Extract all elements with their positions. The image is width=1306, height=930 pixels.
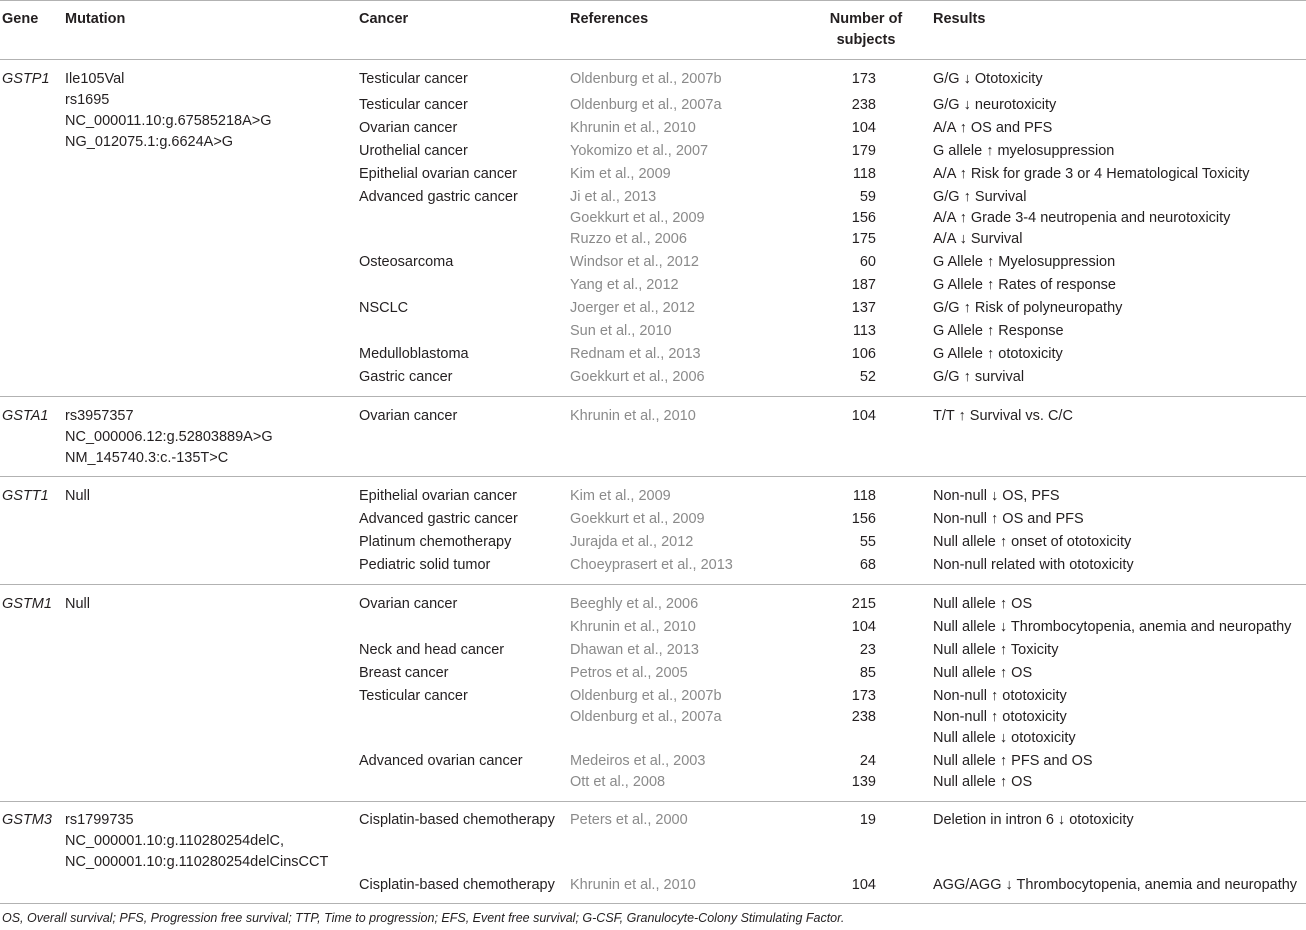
cancer-cell: Testicular cancer <box>359 688 468 704</box>
subjects-cell: 179 <box>851 143 876 159</box>
cancer-cell: Ovarian cancer <box>359 408 458 424</box>
subjects-cell: 156 <box>851 511 876 527</box>
result-cell: Non-null ↑ ototoxicity <box>933 709 1067 725</box>
cancer-cell: Advanced ovarian cancer <box>359 753 523 769</box>
header-results: Results <box>933 11 986 27</box>
reference-cell: Kim et al., 2009 <box>570 488 671 504</box>
reference-cell: Ruzzo et al., 2006 <box>570 231 687 247</box>
subjects-cell: 118 <box>852 488 876 504</box>
subjects-cell: 173 <box>851 71 876 87</box>
subjects-cell: 55 <box>859 534 876 550</box>
result-cell: Null allele ↑ OS <box>933 596 1033 612</box>
result-cell: G Allele ↑ Response <box>933 323 1064 339</box>
mutation-line: NC_000001.10:g.110280254delCinsCCT <box>65 854 329 870</box>
reference-cell: Yang et al., 2012 <box>570 277 679 293</box>
cancer-cell: Osteosarcoma <box>359 254 454 270</box>
reference-cell: Beeghly et al., 2006 <box>570 596 699 612</box>
cancer-cell: Urothelial cancer <box>359 143 468 159</box>
reference-cell: Oldenburg et al., 2007a <box>570 97 722 113</box>
cancer-cell: Advanced gastric cancer <box>359 189 518 205</box>
gene-name: GSTT1 <box>2 488 49 504</box>
reference-cell: Goekkurt et al., 2009 <box>570 210 705 226</box>
reference-cell: Ji et al., 2013 <box>570 189 657 205</box>
cancer-cell: Breast cancer <box>359 665 449 681</box>
reference-cell: Yokomizo et al., 2007 <box>570 143 709 159</box>
reference-cell: Oldenburg et al., 2007a <box>570 709 722 725</box>
cancer-cell: Testicular cancer <box>359 97 468 113</box>
subjects-cell: 52 <box>859 369 876 385</box>
result-cell: G Allele ↑ Rates of response <box>933 277 1116 293</box>
result-cell: Null allele ↑ PFS and OS <box>933 753 1093 769</box>
result-cell: Null allele ↓ Thrombocytopenia, anemia and neuropathy <box>933 619 1292 635</box>
mutation-line: rs1799735 <box>65 812 134 828</box>
result-cell: Non-null ↑ OS and PFS <box>933 511 1084 527</box>
reference-cell: Goekkurt et al., 2006 <box>570 369 705 385</box>
subjects-cell: 175 <box>851 231 876 247</box>
subjects-cell: 19 <box>859 812 876 828</box>
reference-cell: Goekkurt et al., 2009 <box>570 511 705 527</box>
subjects-cell: 187 <box>851 277 876 293</box>
mutation-line: rs3957357 <box>65 408 134 424</box>
reference-cell: Kim et al., 2009 <box>570 166 671 182</box>
result-cell: G/G ↓ Ototoxicity <box>933 71 1043 87</box>
reference-cell: Rednam et al., 2013 <box>570 346 701 362</box>
result-cell: Null allele ↑ Toxicity <box>933 642 1059 658</box>
subjects-cell: 173 <box>851 688 876 704</box>
subjects-cell: 118 <box>852 166 876 182</box>
result-cell: Deletion in intron 6 ↓ ototoxicity <box>933 812 1134 828</box>
mutation-line: Null <box>65 488 90 504</box>
group-divider <box>0 801 1306 802</box>
result-cell: A/A ↑ Grade 3-4 neutropenia and neurotoxicity <box>933 210 1231 226</box>
cancer-cell: Platinum chemotherapy <box>359 534 512 550</box>
subjects-cell: 104 <box>851 408 876 424</box>
gene-name: GSTP1 <box>2 71 50 87</box>
subjects-cell: 85 <box>859 665 876 681</box>
subjects-cell: 139 <box>851 774 876 790</box>
reference-cell: Medeiros et al., 2003 <box>570 753 706 769</box>
result-cell: Non-null ↓ OS, PFS <box>933 488 1060 504</box>
result-cell: Null allele ↑ onset of ototoxicity <box>933 534 1132 550</box>
group-divider <box>0 584 1306 585</box>
reference-cell: Peters et al., 2000 <box>570 812 688 828</box>
result-cell: G/G ↑ Survival <box>933 189 1027 205</box>
reference-cell: Windsor et al., 2012 <box>570 254 699 270</box>
header-mutation: Mutation <box>65 11 126 27</box>
cancer-cell: Cisplatin-based chemotherapy <box>359 812 555 828</box>
cancer-cell: Ovarian cancer <box>359 120 458 136</box>
reference-cell: Oldenburg et al., 2007b <box>570 688 722 704</box>
result-cell: G Allele ↑ Myelosuppression <box>933 254 1116 270</box>
cancer-cell: Advanced gastric cancer <box>359 511 518 527</box>
cancer-cell: NSCLC <box>359 300 409 316</box>
cancer-cell: Epithelial ovarian cancer <box>359 488 517 504</box>
mutation-line: NC_000011.10:g.67585218A>G <box>65 113 272 129</box>
reference-cell: Oldenburg et al., 2007b <box>570 71 722 87</box>
result-cell: G/G ↑ survival <box>933 369 1025 385</box>
result-cell: A/A ↓ Survival <box>933 231 1023 247</box>
header-references: References <box>570 11 649 27</box>
result-cell: G allele ↑ myelosuppression <box>933 143 1115 159</box>
result-cell: Null allele ↑ OS <box>933 665 1033 681</box>
reference-cell: Khrunin et al., 2010 <box>570 408 696 424</box>
subjects-cell: 104 <box>851 619 876 635</box>
header-subjects-line2: subjects <box>836 32 896 48</box>
subjects-cell: 59 <box>859 189 876 205</box>
reference-cell: Choeyprasert et al., 2013 <box>570 557 733 573</box>
group-divider <box>0 476 1306 477</box>
reference-cell: Petros et al., 2005 <box>570 665 688 681</box>
subjects-cell: 156 <box>851 210 876 226</box>
result-cell: A/A ↑ OS and PFS <box>933 120 1053 136</box>
cancer-cell: Ovarian cancer <box>359 596 458 612</box>
subjects-cell: 238 <box>851 97 876 113</box>
reference-cell: Ott et al., 2008 <box>570 774 666 790</box>
cancer-cell: Cisplatin-based chemotherapy <box>359 877 555 893</box>
gene-name: GSTM3 <box>2 812 52 828</box>
reference-cell: Jurajda et al., 2012 <box>570 534 694 550</box>
result-cell: AGG/AGG ↓ Thrombocytopenia, anemia and neuropathy <box>933 877 1298 893</box>
result-cell: Non-null ↑ ototoxicity <box>933 688 1067 704</box>
mutation-line: NC_000006.12:g.52803889A>G <box>65 429 273 445</box>
subjects-cell: 238 <box>851 709 876 725</box>
subjects-cell: 60 <box>859 254 876 270</box>
result-cell: G/G ↓ neurotoxicity <box>933 97 1057 113</box>
reference-cell: Dhawan et al., 2013 <box>570 642 699 658</box>
mutation-line: NM_145740.3:c.-135T>C <box>65 450 229 466</box>
reference-cell: Khrunin et al., 2010 <box>570 120 696 136</box>
subjects-cell: 24 <box>859 753 876 769</box>
subjects-cell: 113 <box>852 323 876 339</box>
mutation-line: Ile105Val <box>65 71 125 87</box>
result-cell: G Allele ↑ ototoxicity <box>933 346 1063 362</box>
subjects-cell: 137 <box>851 300 876 316</box>
header-cancer: Cancer <box>359 11 409 27</box>
subjects-cell: 68 <box>859 557 876 573</box>
cancer-cell: Pediatric solid tumor <box>359 557 491 573</box>
result-cell: A/A ↑ Risk for grade 3 or 4 Hematological Toxicity <box>933 166 1250 182</box>
reference-cell: Khrunin et al., 2010 <box>570 619 696 635</box>
mutation-line: Null <box>65 596 90 612</box>
mutation-line: rs1695 <box>65 92 110 108</box>
reference-cell: Joerger et al., 2012 <box>570 300 695 316</box>
result-cell: Null allele ↓ ototoxicity <box>933 730 1076 746</box>
group-divider <box>0 59 1306 60</box>
gene-name: GSTA1 <box>2 408 49 424</box>
reference-cell: Sun et al., 2010 <box>570 323 672 339</box>
result-cell: T/T ↑ Survival vs. C/C <box>933 408 1073 424</box>
result-cell: G/G ↑ Risk of polyneuropathy <box>933 300 1123 316</box>
reference-cell: Khrunin et al., 2010 <box>570 877 696 893</box>
cancer-cell: Epithelial ovarian cancer <box>359 166 517 182</box>
table-footnote: OS, Overall survival; PFS, Progression free survival; TTP, Time to progression; EFS, Event free survival; G-CSF, Granulocyte-Colony Stimulating Factor. <box>2 911 845 925</box>
header-subjects-line1: Number of <box>829 11 903 27</box>
subjects-cell: 104 <box>851 120 876 136</box>
subjects-cell: 104 <box>851 877 876 893</box>
subjects-cell: 215 <box>851 596 876 612</box>
result-cell: Non-null related with ototoxicity <box>933 557 1134 573</box>
subjects-cell: 106 <box>851 346 876 362</box>
cancer-cell: Testicular cancer <box>359 71 468 87</box>
header-subjects <box>818 9 914 51</box>
top-rule <box>0 0 1306 1</box>
header-gene: Gene <box>2 11 39 27</box>
result-cell: Null allele ↑ OS <box>933 774 1033 790</box>
mutation-line: NG_012075.1:g.6624A>G <box>65 134 234 150</box>
cancer-cell: Gastric cancer <box>359 369 453 385</box>
cancer-cell: Medulloblastoma <box>359 346 469 362</box>
mutation-line: NC_000001.10:g.110280254delC, <box>65 833 285 849</box>
gene-name: GSTM1 <box>2 596 52 612</box>
group-divider <box>0 396 1306 397</box>
cancer-cell: Neck and head cancer <box>359 642 505 658</box>
subjects-cell: 23 <box>859 642 876 658</box>
bottom-rule <box>0 903 1306 904</box>
